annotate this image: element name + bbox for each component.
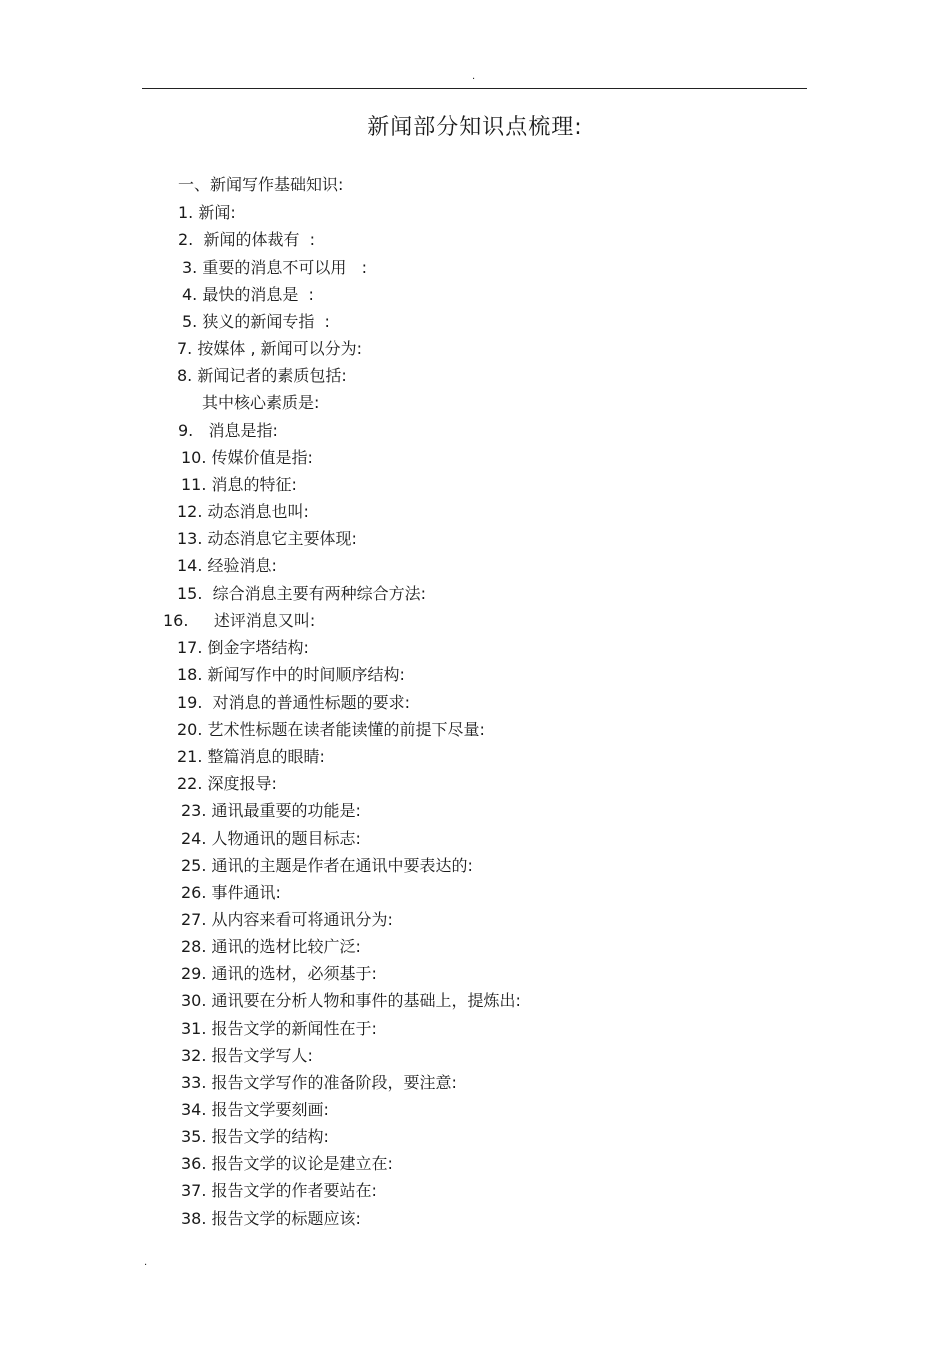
list-item: 30. 通讯要在分析人物和事件的基础上，提炼出:: [181, 991, 521, 1010]
list-item: 15. 综合消息主要有两种综合方法:: [177, 584, 427, 603]
page-title: 新闻部分知识点梳理:: [367, 115, 583, 140]
list-item: 28. 通讯的选材比较广泛:: [181, 937, 361, 956]
list-item: 23. 通讯最重要的功能是:: [181, 801, 361, 820]
list-item: 32. 报告文学写人:: [181, 1046, 313, 1065]
list-item: 25. 通讯的主题是作者在通讯中要表达的:: [181, 856, 473, 875]
header-rule: [142, 88, 807, 89]
header-mark: .: [472, 71, 476, 82]
list-item: 33. 报告文学写作的准备阶段，要注意:: [181, 1073, 457, 1092]
list-item: 12. 动态消息也叫:: [177, 502, 309, 521]
list-item: 24. 人物通讯的题目标志:: [181, 829, 361, 848]
list-item: 20. 艺术性标题在读者能读懂的前提下尽量:: [177, 720, 485, 739]
list-item: 38. 报告文学的标题应该:: [181, 1209, 361, 1228]
list-item: 36. 报告文学的议论是建立在:: [181, 1154, 393, 1173]
list-item: 31. 报告文学的新闻性在于:: [181, 1019, 377, 1038]
list-item: 27. 从内容来看可将通讯分为:: [181, 910, 393, 929]
list-item: 9. 消息是指:: [178, 421, 278, 440]
list-item: 29. 通讯的选材，必须基于:: [181, 964, 377, 983]
list-item: 其中核心素质是:: [202, 393, 320, 412]
list-item: 13. 动态消息它主要体现:: [177, 529, 357, 548]
list-item: 21. 整篇消息的眼睛:: [177, 747, 325, 766]
section-heading: 一、新闻写作基础知识:: [178, 175, 344, 194]
list-item: 8. 新闻记者的素质包括:: [177, 366, 347, 385]
list-item: 3. 重要的消息不可以用 :: [182, 258, 368, 277]
list-item: 11. 消息的特征:: [181, 475, 297, 494]
list-item: 16. 述评消息又叫:: [163, 611, 316, 630]
list-item: 34. 报告文学要刻画:: [181, 1100, 329, 1119]
list-item: 35. 报告文学的结构:: [181, 1127, 329, 1146]
list-item: 14. 经验消息:: [177, 556, 277, 575]
footer-mark: .: [144, 1257, 148, 1268]
list-item: 2. 新闻的体裁有 :: [178, 230, 316, 249]
list-item: 10. 传媒价值是指:: [181, 448, 313, 467]
list-item: 19. 对消息的普通性标题的要求:: [177, 693, 411, 712]
list-item: 17. 倒金字塔结构:: [177, 638, 309, 657]
list-item: 5. 狭义的新闻专指 :: [182, 312, 330, 331]
list-item: 26. 事件通讯:: [181, 883, 281, 902]
list-item: 18. 新闻写作中的时间顺序结构:: [177, 665, 405, 684]
list-item: 4. 最快的消息是 :: [182, 285, 314, 304]
list-item: 1. 新闻:: [178, 203, 236, 222]
list-item: 22. 深度报导:: [177, 774, 277, 793]
list-item: 7. 按媒体 , 新闻可以分为:: [177, 339, 363, 358]
list-item: 37. 报告文学的作者要站在:: [181, 1181, 377, 1200]
